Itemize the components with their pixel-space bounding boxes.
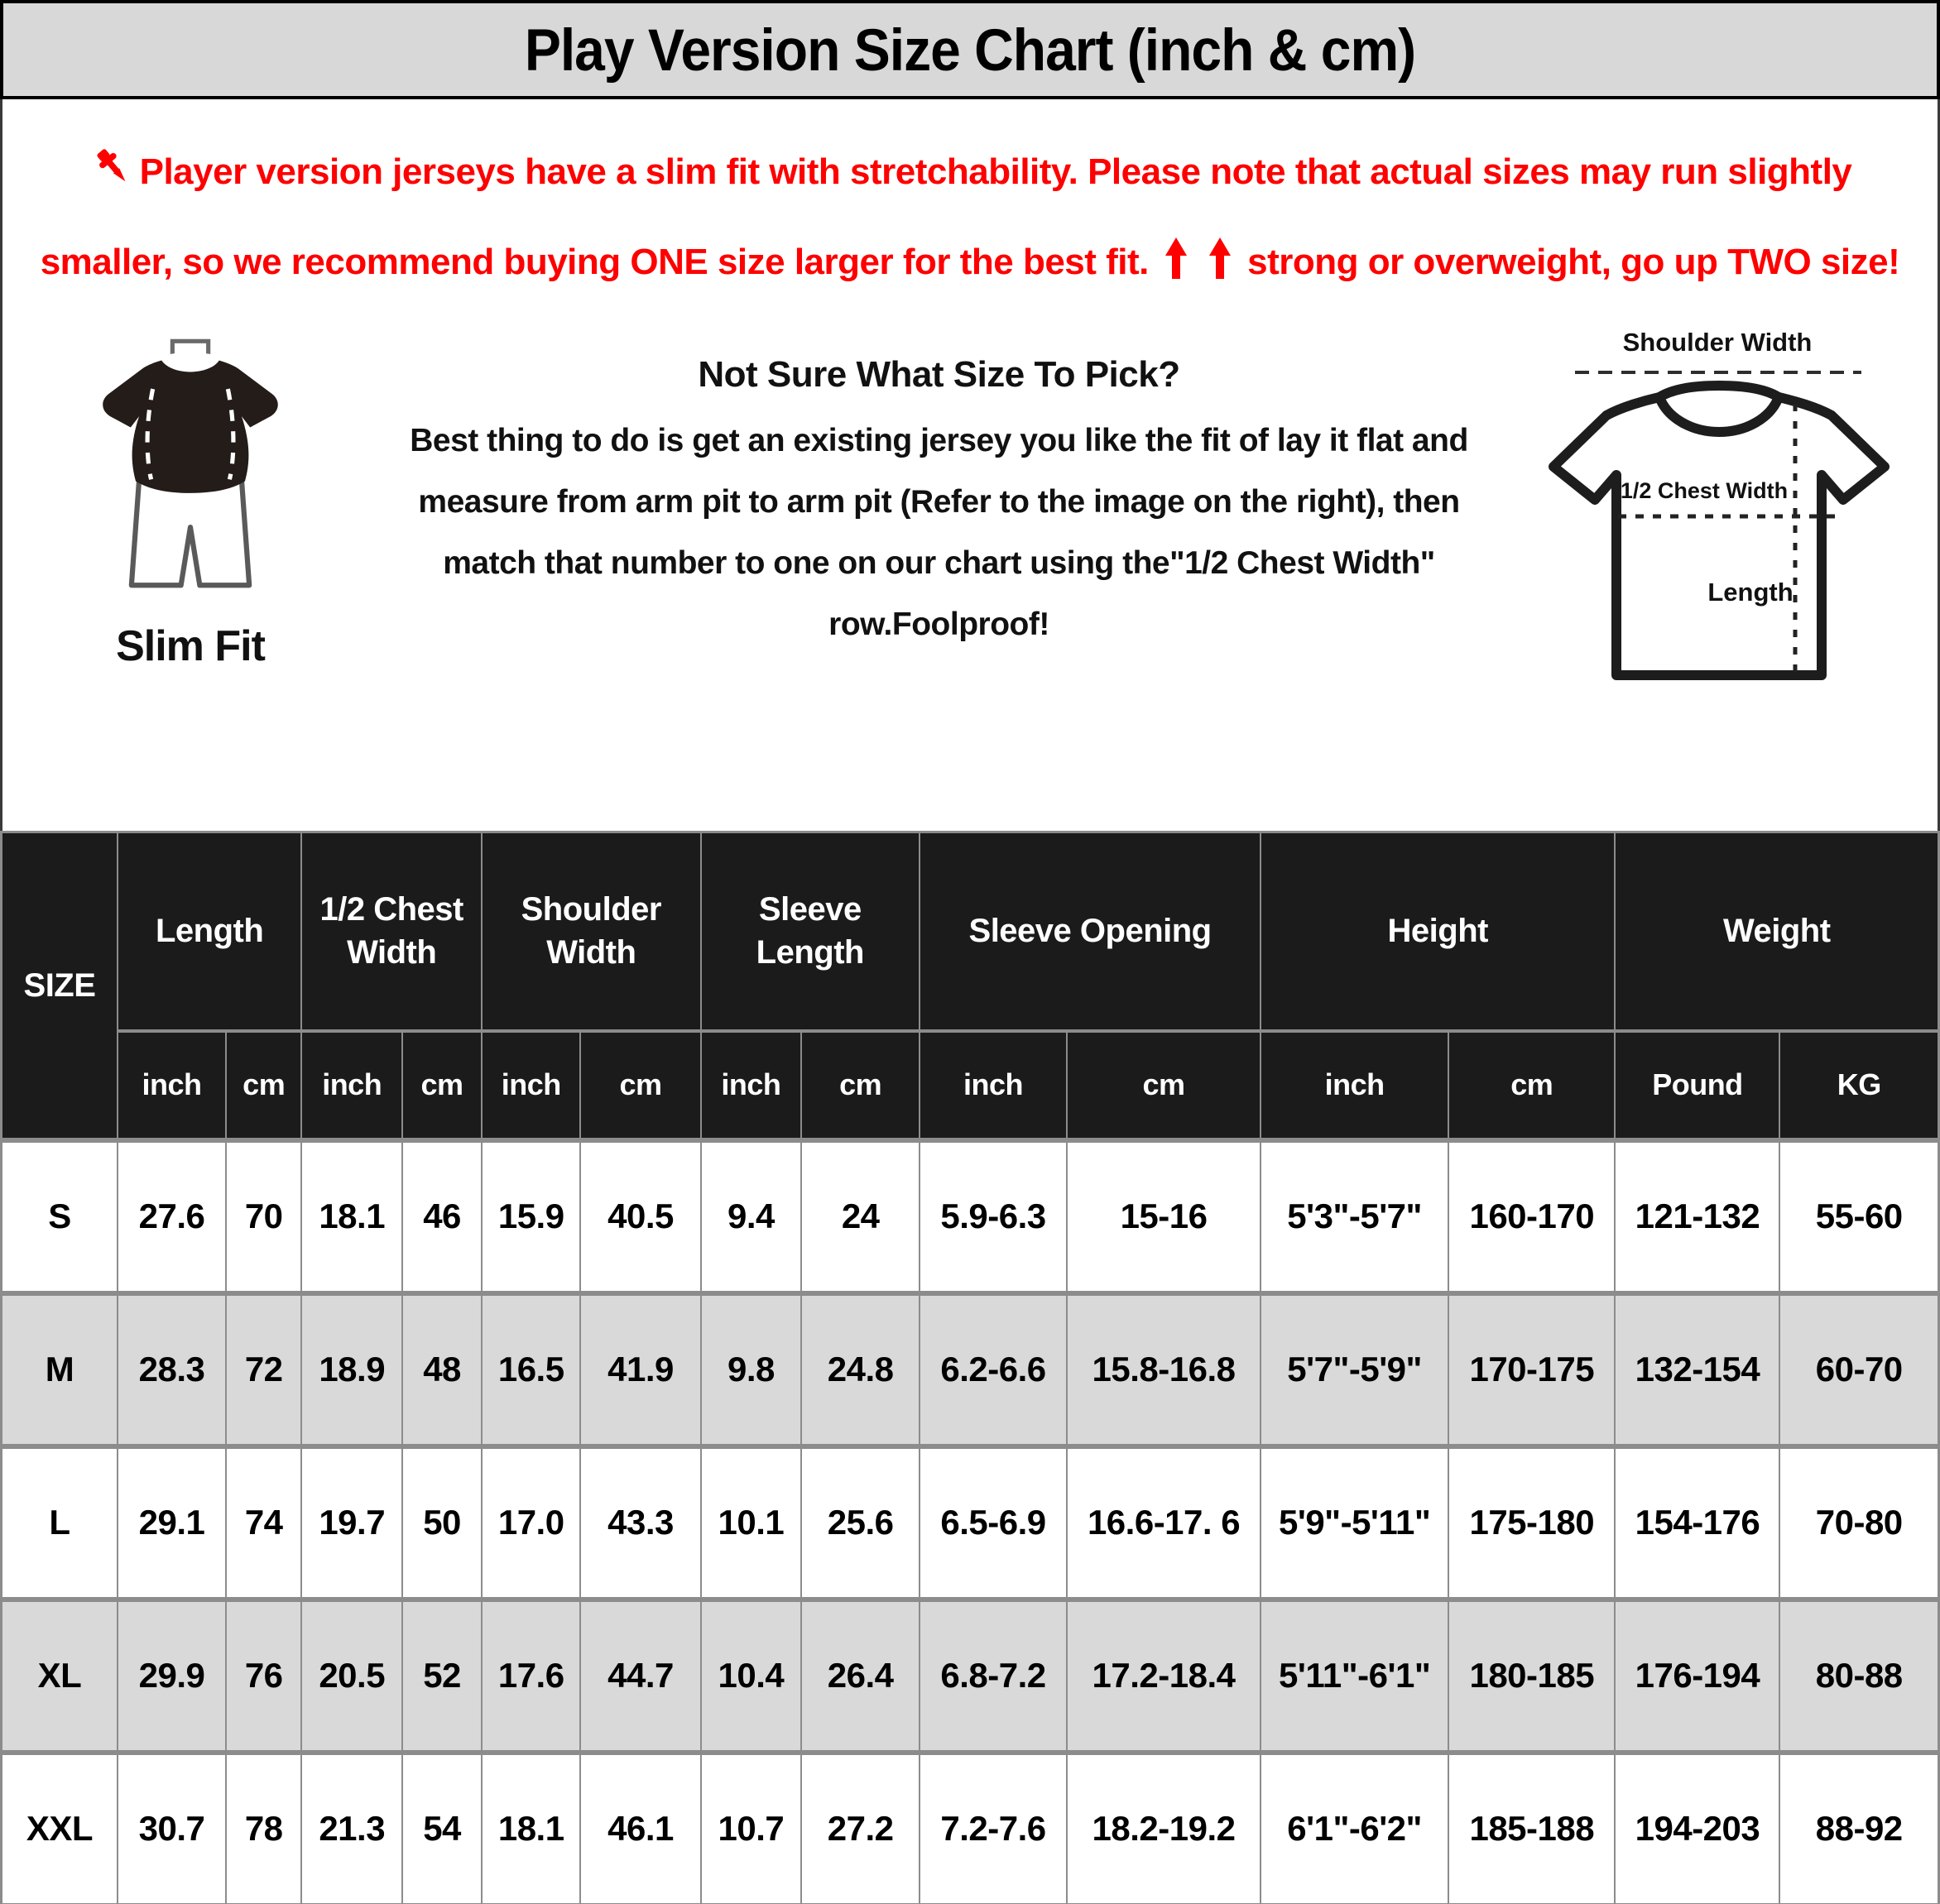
value-cell: 72 xyxy=(226,1293,301,1446)
value-cell: 15.9 xyxy=(482,1140,580,1293)
value-cell: 121-132 xyxy=(1615,1140,1779,1293)
value-cell: 27.6 xyxy=(118,1140,226,1293)
value-cell: 160-170 xyxy=(1448,1140,1615,1293)
group-header-sleeve-opening: Sleeve Opening xyxy=(920,832,1261,1031)
value-cell: 17.2-18.4 xyxy=(1067,1599,1261,1753)
value-cell: 154-176 xyxy=(1615,1446,1779,1599)
value-cell: 18.9 xyxy=(301,1293,402,1446)
value-cell: 18.1 xyxy=(301,1140,402,1293)
value-cell: 10.1 xyxy=(701,1446,802,1599)
unit-header: Pound xyxy=(1615,1031,1779,1140)
sizing-guide-row xyxy=(2,309,1938,831)
value-cell: 20.5 xyxy=(301,1599,402,1753)
table-row xyxy=(2,1753,1939,1904)
notice-text-1: Player version jerseys have a slim fit with stretchability. Please note that actual sizes may run slightly smaller, so we recommend buying ONE size larger for the best fit. xyxy=(40,151,1852,282)
unit-header: inch xyxy=(1261,1031,1448,1140)
size-cell: L xyxy=(2,1446,118,1599)
unit-header: inch xyxy=(301,1031,402,1140)
tshirt-measurement-diagram xyxy=(1510,314,1928,722)
value-cell: 18.2-19.2 xyxy=(1067,1753,1261,1904)
value-cell: 6'1"-6'2" xyxy=(1261,1753,1448,1904)
content-area xyxy=(0,99,1940,831)
value-cell: 80-88 xyxy=(1779,1599,1938,1753)
group-header-weight: Weight xyxy=(1615,832,1938,1031)
unit-header: KG xyxy=(1779,1031,1938,1140)
value-cell: 24.8 xyxy=(801,1293,920,1446)
value-cell: 10.7 xyxy=(701,1753,802,1904)
value-cell: 28.3 xyxy=(118,1293,226,1446)
notice-text-2: strong or overweight, go up TWO size! xyxy=(1247,242,1900,282)
value-cell: 185-188 xyxy=(1448,1753,1615,1904)
guide-text-block xyxy=(368,314,1510,655)
group-header-length: Length xyxy=(118,832,301,1031)
slim-fit-block xyxy=(12,314,368,671)
value-cell: 132-154 xyxy=(1615,1293,1779,1446)
value-cell: 9.8 xyxy=(701,1293,802,1446)
group-header-sleeve-length: Sleeve Length xyxy=(701,832,920,1031)
value-cell: 78 xyxy=(226,1753,301,1904)
value-cell: 6.5-6.9 xyxy=(920,1446,1067,1599)
value-cell: 30.7 xyxy=(118,1753,226,1904)
pushpin-icon xyxy=(89,139,138,221)
value-cell: 76 xyxy=(226,1599,301,1753)
diagram-chest-label: 1/2 Chest Width xyxy=(1620,478,1788,503)
table-unit-header-row xyxy=(2,1031,1939,1140)
size-table xyxy=(0,831,1940,1904)
slim-fit-label: Slim Fit xyxy=(116,622,265,670)
up-arrow-icon xyxy=(1208,228,1232,309)
value-cell: 40.5 xyxy=(580,1140,700,1293)
value-cell: 41.9 xyxy=(580,1293,700,1446)
value-cell: 7.2-7.6 xyxy=(920,1753,1067,1904)
value-cell: 6.8-7.2 xyxy=(920,1599,1067,1753)
value-cell: 25.6 xyxy=(801,1446,920,1599)
size-cell: XXL xyxy=(2,1753,118,1904)
fit-notice xyxy=(32,131,1908,309)
value-cell: 54 xyxy=(402,1753,482,1904)
group-header-height: Height xyxy=(1261,832,1615,1031)
unit-header: cm xyxy=(1067,1031,1261,1140)
table-row xyxy=(2,1140,1939,1293)
value-cell: 5'9"-5'11" xyxy=(1261,1446,1448,1599)
value-cell: 52 xyxy=(402,1599,482,1753)
value-cell: 88-92 xyxy=(1779,1753,1938,1904)
table-row xyxy=(2,1293,1939,1446)
value-cell: 60-70 xyxy=(1779,1293,1938,1446)
value-cell: 21.3 xyxy=(301,1753,402,1904)
guide-heading: Not Sure What Size To Pick? xyxy=(698,354,1180,395)
value-cell: 43.3 xyxy=(580,1446,700,1599)
value-cell: 70 xyxy=(226,1140,301,1293)
value-cell: 194-203 xyxy=(1615,1753,1779,1904)
unit-header: inch xyxy=(701,1031,802,1140)
value-cell: 5'7"-5'9" xyxy=(1261,1293,1448,1446)
value-cell: 175-180 xyxy=(1448,1446,1615,1599)
unit-header: inch xyxy=(920,1031,1067,1140)
title-bar xyxy=(0,0,1940,99)
value-cell: 9.4 xyxy=(701,1140,802,1293)
size-cell: S xyxy=(2,1140,118,1293)
value-cell: 170-175 xyxy=(1448,1293,1615,1446)
value-cell: 16.5 xyxy=(482,1293,580,1446)
value-cell: 16.6-17. 6 xyxy=(1067,1446,1261,1599)
value-cell: 44.7 xyxy=(580,1599,700,1753)
unit-header: cm xyxy=(801,1031,920,1140)
value-cell: 55-60 xyxy=(1779,1140,1938,1293)
table-group-header-row xyxy=(2,832,1939,1031)
value-cell: 6.2-6.6 xyxy=(920,1293,1067,1446)
size-column-header: SIZE xyxy=(2,832,118,1140)
diagram-shoulder-label: Shoulder Width xyxy=(1622,328,1812,357)
unit-header: inch xyxy=(118,1031,226,1140)
slim-fit-figure-icon xyxy=(62,333,319,610)
size-cell: M xyxy=(2,1293,118,1446)
unit-header: inch xyxy=(482,1031,580,1140)
group-header-chest: 1/2 Chest Width xyxy=(301,832,482,1031)
value-cell: 180-185 xyxy=(1448,1599,1615,1753)
value-cell: 70-80 xyxy=(1779,1446,1938,1599)
value-cell: 27.2 xyxy=(801,1753,920,1904)
value-cell: 46 xyxy=(402,1140,482,1293)
value-cell: 29.9 xyxy=(118,1599,226,1753)
value-cell: 19.7 xyxy=(301,1446,402,1599)
value-cell: 15.8-16.8 xyxy=(1067,1293,1261,1446)
diagram-length-label: Length xyxy=(1707,578,1794,607)
unit-header: cm xyxy=(1448,1031,1615,1140)
value-cell: 29.1 xyxy=(118,1446,226,1599)
value-cell: 74 xyxy=(226,1446,301,1599)
value-cell: 10.4 xyxy=(701,1599,802,1753)
value-cell: 17.0 xyxy=(482,1446,580,1599)
value-cell: 17.6 xyxy=(482,1599,580,1753)
unit-header: cm xyxy=(580,1031,700,1140)
value-cell: 24 xyxy=(801,1140,920,1293)
up-arrow-icon xyxy=(1164,228,1188,309)
value-cell: 15-16 xyxy=(1067,1140,1261,1293)
value-cell: 48 xyxy=(402,1293,482,1446)
unit-header: cm xyxy=(226,1031,301,1140)
value-cell: 50 xyxy=(402,1446,482,1599)
value-cell: 5'11"-6'1" xyxy=(1261,1599,1448,1753)
value-cell: 46.1 xyxy=(580,1753,700,1904)
unit-header: cm xyxy=(402,1031,482,1140)
guide-body: Best thing to do is get an existing jersey you like the fit of lay it flat and measure from arm pit to arm pit (Refer to the image on the right), then match that number to one on our chart using the"1/2 Chest Width" row.Foolproof! xyxy=(410,423,1468,643)
size-table-body xyxy=(2,1140,1939,1904)
table-row xyxy=(2,1446,1939,1599)
page-title: Play Version Size Chart (inch & cm) xyxy=(524,17,1416,83)
value-cell: 5'3"-5'7" xyxy=(1261,1140,1448,1293)
value-cell: 176-194 xyxy=(1615,1599,1779,1753)
value-cell: 5.9-6.3 xyxy=(920,1140,1067,1293)
table-row xyxy=(2,1599,1939,1753)
value-cell: 18.1 xyxy=(482,1753,580,1904)
value-cell: 26.4 xyxy=(801,1599,920,1753)
size-cell: XL xyxy=(2,1599,118,1753)
group-header-shoulder: Shoulder Width xyxy=(482,832,701,1031)
